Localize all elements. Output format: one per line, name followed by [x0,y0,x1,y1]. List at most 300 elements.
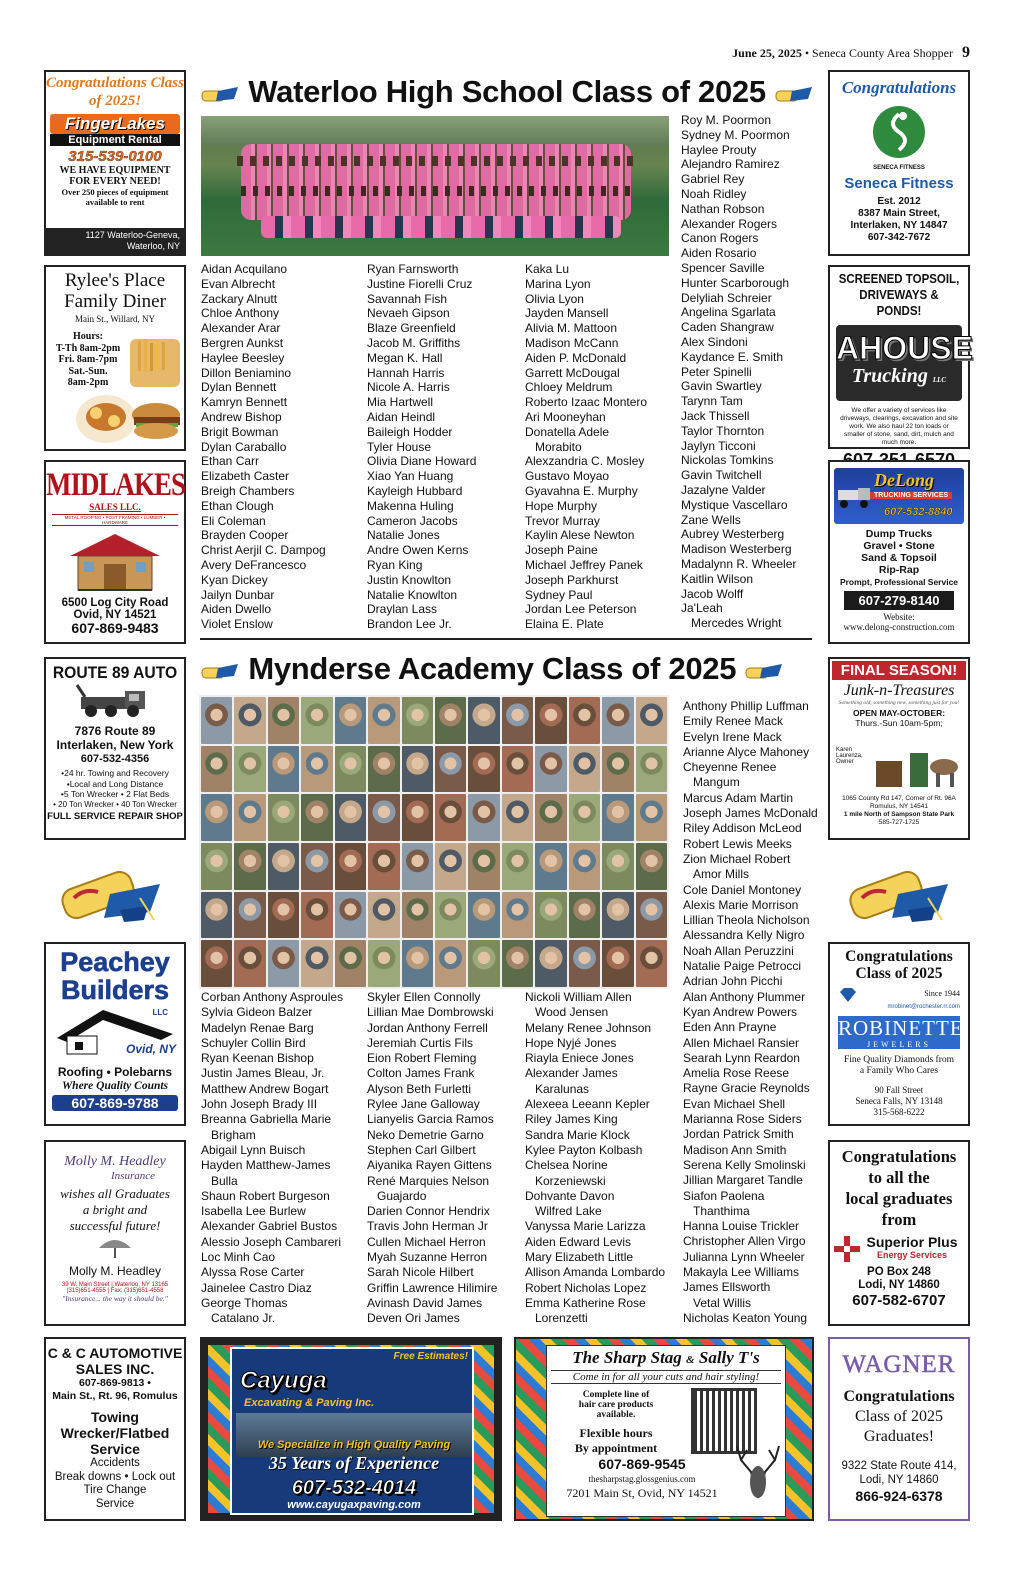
graduate-name: Mangum [693,775,740,790]
superior-l2: to all the [868,1168,930,1187]
graduate-name: Jordan Anthony Ferrell [367,1020,488,1035]
graduate-name: Cole Daniel Montoney [683,882,802,897]
junk-days: Thurs.-Sun 10am-5pm; [855,718,943,728]
graduate-name: Bergren Aunkst [201,335,284,350]
senior-portrait [201,892,232,939]
senior-portrait [402,794,433,841]
senior-portrait [234,697,265,744]
seneca-phone: 607-342-7672 [867,232,931,243]
graduate-name: Travis John Herman Jr [367,1219,488,1234]
graduate-name: Cullen Michael Herron [367,1234,486,1249]
cayuga-phone: 607-532-4014 [291,1477,417,1499]
graduate-name: Savannah Fish [367,291,448,306]
graduate-name: Andrew Bishop [201,409,282,424]
senior-portrait [301,697,332,744]
headley-l2: a bright and [82,1202,148,1217]
graduate-name: Alivia M. Mattoon [525,321,618,336]
rylee-hours-label: Hours: [73,331,103,342]
cc-phone: 607-869-9813 • [79,1377,151,1389]
graduate-name: Alessio Joseph Cambareri [201,1234,342,1249]
robinette-name: ROBINETTE [838,1016,964,1040]
robinette-sub: JEWELERS [838,1040,960,1049]
graduate-name: Peter Spinelli [681,364,752,379]
junk-name: Junk-n-Treasures [843,682,955,699]
graduate-name: Kylee Payton Kolbash [525,1142,643,1157]
senior-portrait [569,746,600,793]
senior-portrait [602,940,633,987]
graduate-name: Searah Lynn Reardon [683,1050,800,1065]
delong-sub: TRUCKING SERVICES [870,492,952,499]
superior-plus-logo-icon [834,1236,860,1262]
graduate-name: Anthony Phillip Luffman [683,699,809,713]
junk-phone: 585-727-1725 [878,819,920,826]
headley-l1: wishes all Graduates [60,1186,170,1201]
graduate-name: Alexander Arar [201,321,281,336]
graduate-name: Christopher Allen Virgo [683,1234,806,1249]
graduate-name: Joseph Paine [525,543,598,558]
graduate-name: Alexeea Leeann Kepler [525,1097,650,1112]
graduate-name: Donatella Adele [525,424,610,439]
graduate-name: Rylee Jane Galloway [367,1097,480,1112]
wagner-l2: Class of 2025 [855,1408,943,1425]
rylee-name1: Rylee's Place [64,270,166,291]
senior-portrait [234,843,265,890]
graduate-name: Emma Katherine Rose [525,1295,646,1310]
fingerlakes-ad [44,70,186,256]
graduate-name: Kyan Andrew Powers [683,1004,798,1019]
senior-portrait [535,794,566,841]
header-bullet: • [804,46,810,60]
graduate-name: Kaydance E. Smith [681,349,784,364]
graduate-name: Eion Robert Fleming [367,1051,477,1066]
route89-addr1: 7876 Route 89 [74,724,156,738]
senior-portrait [301,746,332,793]
waterloo-class-photo [201,116,669,256]
graduation-cap-icon [774,83,814,105]
graduate-name: Aidan Acquilano [201,262,288,276]
sharp-l2: hair care products [578,1400,654,1410]
page-header [700,44,970,62]
graduate-name: Alexander Gabriel Bustos [201,1219,338,1234]
senior-portrait [468,940,499,987]
graduate-name: James Ellsworth [683,1280,771,1295]
sharp-tag: Come in for all your cuts and hair styling! [551,1370,781,1384]
graduate-name: Cameron Jacobs [367,513,458,528]
delong-web: www.delong-construction.com [843,622,955,632]
robinette-l2: a Family Who Cares [859,1066,939,1076]
rylee-hours-2: Fri. 8am-7pm [58,354,118,365]
graduate-name: Eden Ann Prayne [683,1020,777,1035]
building-icon [60,530,170,592]
graduate-name: Makayla Lee Williams [683,1264,800,1279]
graduate-name: Olivia Lyon [525,291,584,306]
senior-portrait [402,843,433,890]
cayuga-l1: We Specialize in High Quality Paving [257,1439,451,1451]
senior-portrait [201,940,232,987]
graduate-name: Karalunas [535,1081,590,1096]
graduate-name: Riley James King [525,1112,618,1127]
page-number: 9 [962,44,970,61]
mynderse-names-col3 [525,990,665,1327]
graduate-name: Jacob M. Griffiths [367,335,461,350]
header-paper: Seneca County Area Shopper [812,46,953,60]
senior-portrait [301,892,332,939]
graduate-name: Madelyn Renae Barg [201,1020,314,1035]
senior-portrait [368,794,399,841]
graduate-name: Shaun Robert Burgeson [201,1188,330,1203]
delong-trucking-ad [828,460,970,644]
superior-l1: Congratulations [841,1147,957,1166]
senior-portrait [301,843,332,890]
graduate-name: Dohvante Davon [525,1188,615,1203]
graduate-name: Jack Thissell [681,408,750,423]
graduate-name: Garrett McDougal [525,365,620,380]
wagner-l3: Graduates! [863,1428,935,1445]
graduate-name: George Thomas [201,1295,288,1310]
senior-portrait [636,892,667,939]
graduate-name: Sarah Nicole Hilbert [367,1265,474,1280]
cayuga-web: www.cayugaxpaving.com [287,1499,421,1511]
senior-portrait [268,843,299,890]
graduate-name: Makenna Huling [367,498,454,513]
graduate-name: René Marquies Nelson [367,1173,490,1188]
senior-portrait [201,697,232,744]
senior-portrait [602,697,633,744]
graduate-name: Gyavahna E. Murphy [525,483,638,498]
graduate-name: Jordan Patrick Smith [683,1127,794,1142]
mynderse-title: Mynderse Academy Class of 2025 [248,651,737,686]
graduate-name: Jainelee Castro Diaz [201,1280,312,1295]
graduate-name: Vanyssa Marie Larizza [525,1219,646,1234]
graduate-name: Jillian Margaret Tandle [683,1173,803,1188]
senior-portrait [535,843,566,890]
graduate-name: Chloey Meldrum [525,380,613,395]
cc-automotive-ad [44,1337,186,1521]
senior-portrait [602,746,633,793]
peachey-l1: Roofing • Polebarns [57,1065,173,1079]
delong-l1: Dump Trucks [865,528,933,540]
robinette-since: Since 1944 [924,989,960,998]
graduate-name: Emily Renee Mack [683,714,784,729]
senior-portrait [468,746,499,793]
graduate-name: Madalynn R. Wheeler [681,556,797,571]
diploma-cap-icon [842,858,952,928]
graduate-name: Dillon Beniamino [201,365,292,380]
rylee-hours-1: T-Th 8am-2pm [55,342,121,354]
midlakes-tagline: METAL ROOFING • POST FRAMING • LUMBER • HARDWARE [52,514,178,526]
senior-portrait [535,746,566,793]
graduate-name: Christ Aerjil C. Dampog [201,543,326,558]
graduate-name: Roy M. Poormon [681,113,772,127]
graduate-name: Marcus Adam Martin [683,790,794,805]
graduate-name: Mary Elizabeth Little [525,1250,634,1265]
junk-owner: Karen Laurenza, Owner [836,747,863,765]
graduate-name: Deven Ori James [367,1311,460,1326]
superior-addr2: Lodi, NY 14860 [858,1279,940,1291]
graduate-name: Aiyanika Rayen Gittens [367,1158,492,1173]
wagner-addr1: 9322 State Route 414, [841,1460,957,1472]
senior-portrait [502,746,533,793]
graduation-cap-icon [744,660,784,682]
senior-portrait [569,794,600,841]
delong-phone2: 607-279-8140 [844,591,954,610]
graduate-name: Riayla Eniece Jones [525,1051,634,1066]
graduate-name: Brigham [211,1127,256,1142]
dump-truck-icon [836,482,872,510]
robinette-email: mrobinet@rochester.rr.com [887,1004,960,1010]
senior-portrait [636,697,667,744]
graduate-name: Dylan Caraballo [201,439,287,454]
senior-portrait [268,697,299,744]
cc-l7: Service [95,1497,135,1510]
senior-portrait [335,940,366,987]
cayuga-name: Cayuga [240,1367,327,1394]
headley-address: 39 W. Main Street | Waterloo, NY 13165 [61,1282,169,1288]
graduate-name: Breigh Chambers [201,483,295,498]
graduate-name: Julianna Lynn Wheeler [683,1249,805,1264]
graduate-name: Zion Michael Robert [683,851,791,866]
senior-portrait [569,843,600,890]
senior-portrait [468,794,499,841]
graduate-name: Madison Ann Smith [683,1142,787,1157]
graduate-name: Loc Minh Cao [201,1250,276,1265]
graduate-name: Noah Allan Peruzzini [683,943,794,958]
senior-portrait [368,940,399,987]
graduate-name: Sydney Paul [525,587,593,602]
mynderse-heading [200,651,784,687]
graduate-name: Alexzandria C. Mosley [525,454,645,469]
graduate-name: Violet Enslow [201,617,273,632]
graduate-name: Alejandro Ramirez [681,157,780,172]
senior-portrait [201,843,232,890]
graduate-name: Ja'Leah [681,601,723,616]
cc-l4: Accidents [90,1457,140,1469]
peachey-llc: LLC [152,1008,168,1017]
mynderse-portrait-grid [199,695,669,989]
graduate-name: Hope Nyjé Jones [525,1035,617,1050]
graduate-name: Joseph James McDonald [683,806,818,821]
graduate-name: Amor Mills [693,867,749,882]
graduate-name: Dylan Bennett [201,380,277,395]
senior-portrait [268,794,299,841]
graduate-name: Arianne Alyce Mahoney [683,744,810,759]
graduate-name: Gustavo Moyao [525,469,610,484]
graduate-name: Nickolas Tomkins [681,453,774,468]
senior-portrait [301,940,332,987]
graduate-name: Angelina Sgarlata [681,305,776,320]
rylee-name2: Family Diner [64,291,166,312]
robinette-jewelers-ad [828,942,970,1126]
graduate-name: Blaze Greenfield [367,321,456,336]
waterloo-names-col1 [201,262,326,632]
graduate-name: John Joseph Brady III [201,1097,318,1112]
graduate-name: Kaylin Alese Newton [525,528,635,543]
graduate-name: Zackary Alnutt [201,291,278,306]
delong-l4: Rip-Rap [878,564,920,576]
superior-addr1: PO Box 248 [867,1266,931,1278]
graduate-name: Michael Jeffrey Panek [525,557,643,572]
graduate-name: Zane Wells [681,512,741,527]
wagner-addr2: Lodi, NY 14860 [859,1474,939,1486]
robinette-addr1: 90 Fall Street [874,1085,924,1095]
graduate-name: Megan K. Hall [367,350,443,365]
graduate-name: Aiden Edward Levis [525,1234,632,1249]
cc-l2: Wrecker/Flatbed [60,1425,170,1441]
sharp-l1: Complete line of [582,1390,650,1400]
graduation-cap-icon [200,660,240,682]
senior-portrait [402,746,433,793]
headley-signature: Molly M. Headley [68,1264,162,1278]
graduate-name: Griffin Lawrence Hilimire [367,1280,498,1295]
graduate-name: Olivia Diane Howard [367,454,477,469]
graduate-name: Isabella Lee Burlew [201,1204,306,1219]
sharp-l4: Flexible hours [579,1426,653,1440]
graduate-name: Nickoli William Allen [525,990,632,1004]
rylee-hours-4: 8am-2pm [67,377,109,388]
graduate-name: Kyan Dickey [201,572,268,587]
graduate-name: Alyssa Rose Carter [201,1265,305,1280]
robinette-phone: 315-568-6222 [873,1107,925,1117]
fingerlakes-line2: FOR EVERY NEED! [69,176,161,187]
senior-portrait [201,794,232,841]
seneca-name: Seneca Fitness [844,175,954,192]
graduate-name: Alexander James [525,1066,618,1081]
graduate-name: Ethan Carr [201,454,260,469]
graduate-name: Rayne Gracie Reynolds [683,1081,810,1096]
senior-portrait [335,892,366,939]
diploma-cap-icon [54,858,164,928]
graduate-name: Bulla [211,1173,238,1188]
waterloo-names-col3 [525,262,647,632]
graduate-name: Avinash David James [367,1295,483,1310]
fingerlakes-address: 1127 Waterloo-Geneva, Waterloo, NY [46,228,184,254]
superior-name: Superior Plus [866,1234,958,1250]
senior-portrait [335,843,366,890]
senior-portrait [602,843,633,890]
fingerlakes-congrats: Congratulations Class of 2025! [46,75,184,109]
senior-portrait [435,843,466,890]
graduate-name: Draylan Lass [367,602,438,617]
superior-l4: from [881,1210,917,1229]
midlakes-addr2: Ovid, NY 14521 [73,609,157,621]
sharp-address: 7201 Main St, Ovid, NY 14521 [566,1486,718,1500]
superior-sub: Energy Services [876,1250,948,1260]
graduate-name: Thanthima [693,1203,750,1218]
graduate-name: Darien Connor Hendrix [367,1204,490,1219]
graduate-name: Kayleigh Hubbard [367,483,463,498]
graduate-name: Ethan Clough [201,498,274,513]
ahouse-l1: SCREENED TOPSOIL, [838,272,960,286]
senior-portrait [335,697,366,744]
graduate-name: Robert Nicholas Lopez [525,1280,647,1295]
graduate-name: Brigit Bowman [201,424,279,439]
sharp-stag-ad [514,1337,814,1521]
seneca-fitness-ad [828,70,970,256]
graduate-name: Nevaeh Gipson [367,306,450,321]
graduate-name: Kamryn Bennett [201,395,288,410]
senior-portrait [301,794,332,841]
senior-portrait [335,794,366,841]
junk-addr2: Romulus, NY 14541 [869,803,929,810]
antique-furniture-icon [870,743,964,791]
graduate-name: Allen Michael Ransier [683,1035,800,1050]
delong-name: DeLong [874,470,934,490]
graduate-name: Robert Lewis Meeks [683,836,792,851]
graduate-name: Mercedes Wright [691,616,782,631]
tow-truck-icon [75,683,155,719]
route89-addr2: Interlaken, New York [56,738,174,752]
fingerlakes-line4: available to rent [85,197,145,207]
senior-portrait [602,892,633,939]
graduate-name: Guajardo [377,1188,427,1203]
junk-open: OPEN MAY-OCTOBER: [852,708,946,718]
graduate-name: Justin Knowlton [367,572,452,587]
senior-portrait [368,892,399,939]
cc-l6: Tire Change [83,1484,147,1496]
graduate-name: Aiden Rosario [681,246,757,261]
senior-portrait [502,940,533,987]
route89-l1: •24 hr. Towing and Recovery [61,768,169,778]
graduate-name: Ryan King [367,557,423,572]
graduate-name: Myah Suzanne Herron [367,1250,488,1265]
senior-portrait [234,794,265,841]
graduate-name: Colton James Frank [367,1066,475,1081]
graduate-name: Jacob Wolff [681,586,744,601]
cayuga-sub: Excavating & Paving Inc. [244,1397,375,1409]
senior-portrait [201,746,232,793]
graduate-name: Natalie Knowlton [367,587,458,602]
graduate-name: Morabito [535,439,582,454]
graduate-name: Caden Shangraw [681,320,774,335]
waterloo-names-col4 [681,113,796,631]
graduate-name: Hope Murphy [525,498,598,513]
delong-phone1: 607-532-8840 [884,506,953,518]
graduate-name: Aubrey Westerberg [681,527,785,542]
route89-l2: •Local and Long Distance [66,778,164,789]
wagner-phone: 866-924-6378 [855,1488,943,1504]
graduate-name: Delyliah Schreier [681,290,772,305]
graduate-name: Elizabeth Caster [201,469,290,484]
senior-portrait [636,843,667,890]
senior-portrait [402,892,433,939]
robinette-l1: Fine Quality Diamonds from [843,1055,955,1065]
senior-portrait [468,892,499,939]
graduate-name: Skyler Ellen Connolly [367,990,481,1004]
waterloo-names-col2 [367,262,476,632]
senior-portrait [435,746,466,793]
header-date: June 25, 2025 [732,46,802,60]
mynderse-names-col1 [201,990,343,1327]
sharp-l5: By appointment [574,1441,658,1455]
graduate-name: Mystique Vascellaro [681,497,788,512]
graduate-name: Gabriel Rey [681,172,745,187]
graduate-name: Kaka Lu [525,262,570,276]
senior-portrait [535,940,566,987]
graduate-name: Brandon Lee Jr. [367,617,452,632]
graduate-name: Riley Addison McLeod [683,821,802,836]
senior-portrait [468,843,499,890]
senior-portrait [435,892,466,939]
graduation-cap-icon [200,83,240,105]
graduate-name: Korzeniewski [535,1173,606,1188]
headley-l3: successful future! [69,1218,161,1233]
graduate-name: Aiden Dwello [201,602,272,617]
graduate-name: Cheyenne Renee [683,760,777,775]
graduate-name: Adrian John Picchi [683,974,783,989]
graduate-name: Chloe Anthony [201,306,280,321]
cc-l1: Towing [91,1409,139,1425]
graduate-name: Abigail Lynn Buisch [201,1142,306,1157]
